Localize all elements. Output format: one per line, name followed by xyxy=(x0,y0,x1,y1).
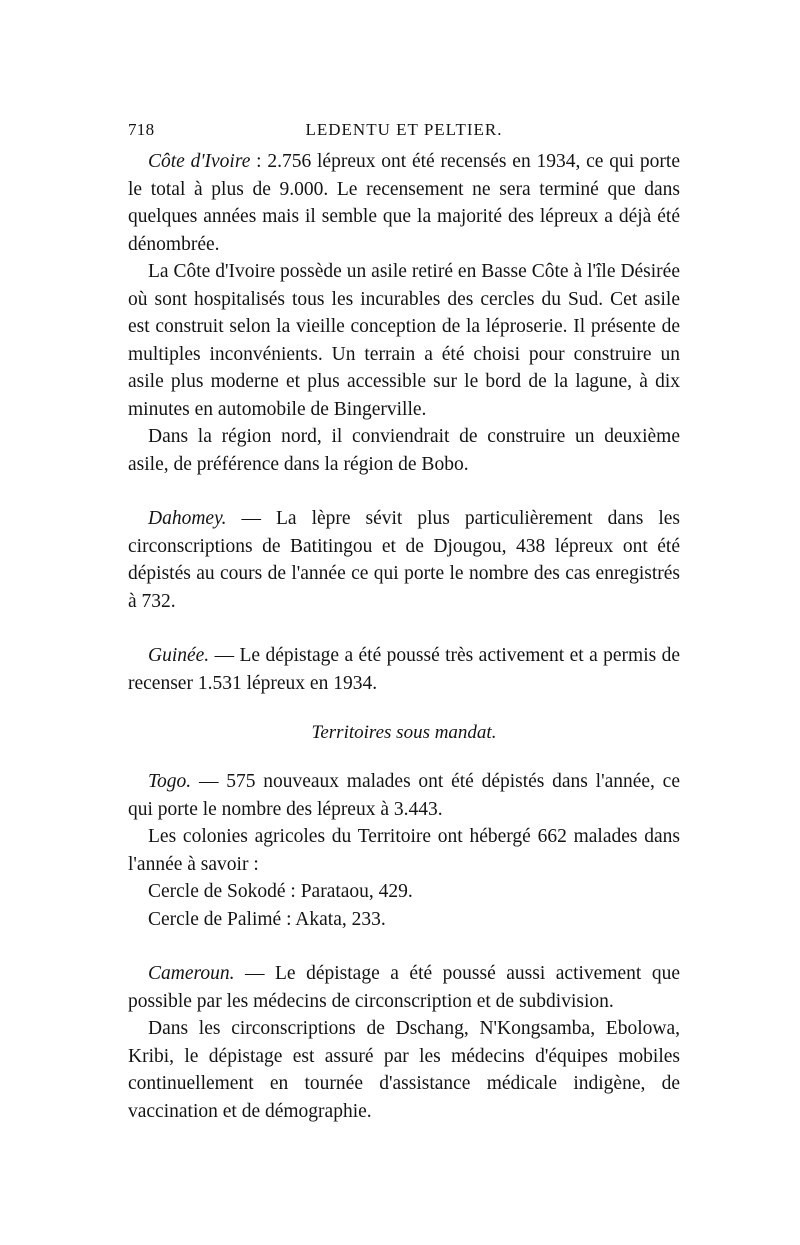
togo-list-item-2: Cercle de Palimé : Akata, 233. xyxy=(148,908,386,930)
page-number: 718 xyxy=(128,120,155,139)
dahomey-paragraph xyxy=(128,505,680,615)
cote-ivoire-paragraph-3: Dans la région nord, il conviendrait de construire un deuxième asile, de préférence dans la région de Bobo. xyxy=(128,426,680,475)
togo-heading: Togo. xyxy=(148,771,192,792)
spacer xyxy=(128,697,680,719)
spacer xyxy=(128,746,680,768)
cote-ivoire-paragraph-2: La Côte d'Ivoire possède un asile retiré en Basse Côte à l'île Désirée où sont hospitalisés tous les incurables des cercles du Sud. Cet asile est construit selon la vieille conception de la léproserie. Il présente de multiples inconvénients. Un terrain a été choisi pour construire un asile plus moderne et plus accessible sur le bord de la lagune, à dix minutes en automobile de Bingerville. xyxy=(128,261,680,420)
cameroun-paragraph-1 xyxy=(128,960,680,1015)
cote-ivoire-paragraph-1 xyxy=(128,148,680,258)
guinee-paragraph xyxy=(128,642,680,697)
cote-ivoire-heading: Côte d'Ivoire xyxy=(148,151,251,172)
togo-paragraph-1 xyxy=(128,768,680,823)
guinee-text: — Le dépistage a été poussé très activement et a permis de recenser 1.531 lépreux en 1934. xyxy=(128,645,680,694)
cameroun-paragraph-2: Dans les circonscriptions de Dschang, N'Kongsamba, Ebolowa, Kribi, le dépistage est assuré par les médecins d'équipes mobiles continuellement en tournée d'assistance médicale indigène, de vaccination et de démographie. xyxy=(128,1018,680,1122)
section-title: Territoires sous mandat. xyxy=(311,722,497,743)
book-page xyxy=(128,120,680,1125)
spacer xyxy=(128,615,680,642)
guinee-heading: Guinée. xyxy=(148,645,210,666)
togo-list-item-1: Cercle de Sokodé : Parataou, 429. xyxy=(148,881,413,902)
togo-paragraph-2: Les colonies agricoles du Territoire ont hébergé 662 malades dans l'année à savoir : xyxy=(128,826,680,875)
cameroun-text: — Le dépistage a été poussé aussi activement que possible par les médecins de circonscription et de subdivision. xyxy=(128,963,680,1012)
togo-text: — 575 nouveaux malades ont été dépistés dans l'année, ce qui porte le nombre des lépreux à 3.443. xyxy=(128,771,680,820)
running-head xyxy=(128,120,680,148)
dahomey-text: — La lèpre sévit plus particulièrement dans les circonscriptions de Batitingou et de Djougou, 438 lépreux ont été dépistés au cours de l'année ce qui porte le nombre des cas enregistrés à 732. xyxy=(128,508,680,612)
dahomey-heading: Dahomey. xyxy=(148,508,227,529)
cameroun-heading: Cameroun. xyxy=(148,963,235,984)
spacer xyxy=(128,478,680,505)
running-title: LEDENTU ET PELTIER. xyxy=(305,120,503,139)
cote-ivoire-text-1: : 2.756 lépreux ont été recensés en 1934, ce qui porte le total à plus de 9.000. Le recensement ne sera terminé que dans quelques années mais il semble que la majorité des lépreux a déjà été dénombrée. xyxy=(128,151,680,255)
spacer xyxy=(128,933,680,960)
